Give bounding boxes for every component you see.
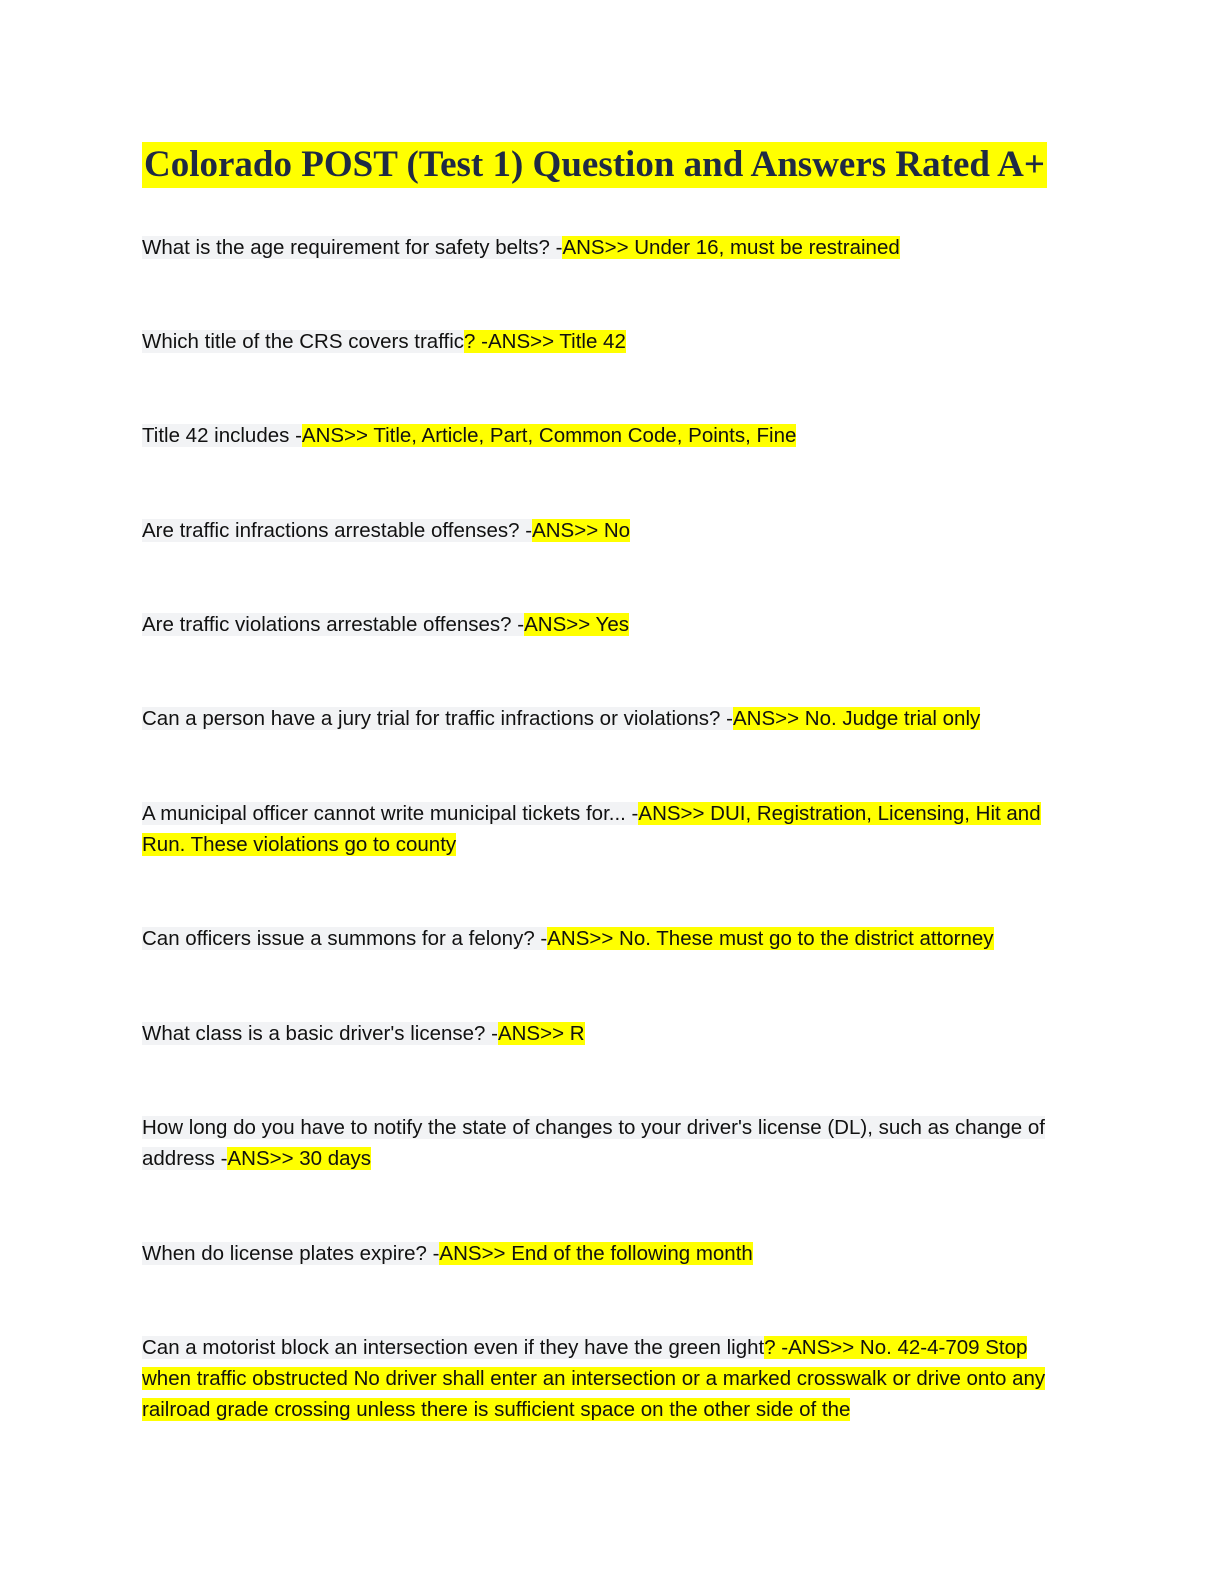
qa-item xyxy=(142,515,1072,546)
answer-text: ANS>> Under 16, must be restrained xyxy=(562,236,900,259)
qa-item xyxy=(142,1332,1072,1425)
question-text: Can a person have a jury trial for traffic infractions or violations? - xyxy=(142,707,733,730)
qa-item xyxy=(142,609,1072,640)
qa-item xyxy=(142,232,1072,263)
answer-text: ANS>> No xyxy=(532,519,631,542)
answer-text: ANS>> No. Judge trial only xyxy=(732,707,981,730)
answer-text: ANS>> Yes xyxy=(524,613,629,636)
question-text: Can a motorist block an intersection even if they have the green light xyxy=(142,1336,765,1359)
question-text: Can officers issue a summons for a felony? - xyxy=(142,927,548,950)
qa-item xyxy=(142,703,1072,734)
qa-item xyxy=(142,1112,1072,1174)
qa-item xyxy=(142,1238,1072,1269)
answer-text: ANS>> 30 days xyxy=(227,1147,372,1170)
qa-item xyxy=(142,326,1072,357)
answer-text: ? -ANS>> Title 42 xyxy=(464,330,626,353)
answer-text: ANS>> R xyxy=(497,1022,585,1045)
qa-item xyxy=(142,923,1072,954)
qa-item xyxy=(142,420,1072,451)
question-text: How long do you have to notify the state of changes to your driver's license (DL), such as change of address - xyxy=(142,1116,1046,1170)
question-text: When do license plates expire? - xyxy=(142,1242,440,1265)
question-text: What class is a basic driver's license? - xyxy=(142,1022,498,1045)
answer-text: ANS>> DUI, Registration, Licensing, Hit and Run. These violations go to county xyxy=(142,802,1041,856)
answer-text: ? -ANS>> No. 42-4-709 Stop when traffic obstructed No driver shall enter an intersection or a marked crosswalk or drive onto any railroad grade crossing unless there is sufficient space on the other side of the xyxy=(142,1336,1046,1421)
question-text: Title 42 includes - xyxy=(142,424,302,447)
question-text: What is the age requirement for safety belts? - xyxy=(142,236,563,259)
qa-item xyxy=(142,798,1072,860)
answer-text: ANS>> Title, Article, Part, Common Code, Points, Fine xyxy=(301,424,797,447)
question-text: Are traffic violations arrestable offenses? - xyxy=(142,613,525,636)
answer-text: ANS>> End of the following month xyxy=(439,1242,753,1265)
question-text: A municipal officer cannot write municipal tickets for... - xyxy=(142,802,639,825)
question-text: Are traffic infractions arrestable offenses? - xyxy=(142,519,533,542)
document-title: Colorado POST (Test 1) Question and Answers Rated A+ xyxy=(142,142,1047,188)
answer-text: ANS>> No. These must go to the district attorney xyxy=(547,927,994,950)
qa-item xyxy=(142,1018,1072,1049)
question-text: Which title of the CRS covers traffic xyxy=(142,330,465,353)
